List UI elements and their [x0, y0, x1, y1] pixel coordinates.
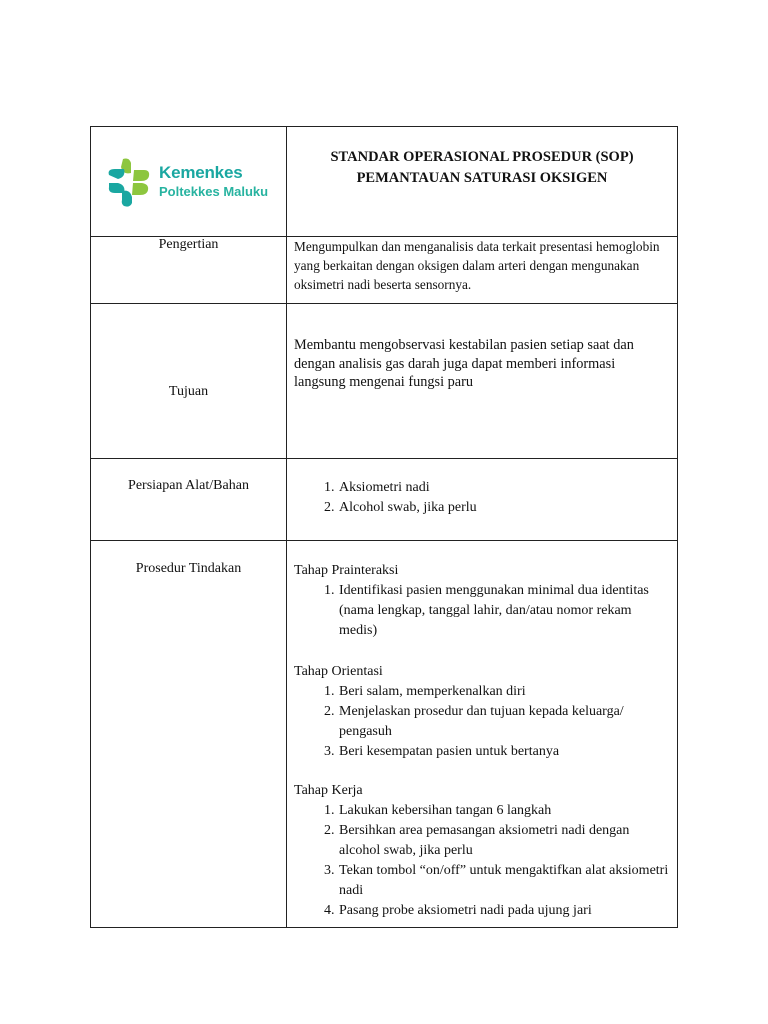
stage-title: Tahap Orientasi — [294, 664, 383, 679]
label-text: Pengertian — [158, 237, 219, 252]
list-item: 3. Tekan tombol “on/off” untuk mengaktifkan alat aksiometri nadi — [338, 861, 670, 901]
title-cell — [287, 127, 678, 237]
list-item: 1. Lakukan kebersihan tangan 6 langkah — [338, 801, 670, 821]
content-tujuan — [287, 304, 678, 459]
header-row — [91, 127, 678, 237]
list-item: 2. Bersihkan area pemasangan aksiometri nadi dengan alcohol swab, jika perlu — [338, 821, 670, 861]
label-text: Prosedur Tindakan — [135, 561, 242, 576]
row-pengertian — [91, 237, 678, 304]
label-tujuan — [91, 304, 287, 459]
logo-cell — [91, 127, 287, 237]
label-prosedur — [91, 541, 287, 928]
tujuan-text: Membantu mengobservasi kestabilan pasien setiap saat dan dengan analisis gas darah juga dapat memberi informasi langsung mengenai fungsi paru — [294, 337, 634, 390]
title-line2: PEMANTAUAN SATURASI OKSIGEN — [356, 170, 608, 186]
content-persiapan — [287, 459, 678, 541]
list-item: 2. Alcohol swab, jika perlu — [338, 498, 670, 518]
list-item: 1. Aksiometri nadi — [338, 478, 670, 498]
stage-list — [294, 581, 670, 641]
persiapan-list — [294, 478, 670, 518]
row-persiapan — [91, 459, 678, 541]
list-item: 3. Beri kesempatan pasien untuk bertanya — [338, 742, 670, 762]
stage-list — [294, 682, 670, 762]
label-pengertian — [91, 237, 287, 304]
stage-title: Tahap Prainteraksi — [294, 563, 399, 578]
logo-subname: Poltekkes Maluku — [159, 183, 269, 199]
kemenkes-logo-icon — [107, 157, 151, 207]
label-persiapan — [91, 459, 287, 541]
logo — [91, 127, 286, 236]
stage-list — [294, 801, 670, 921]
stage-title: Tahap Kerja — [294, 783, 363, 798]
label-text: Persiapan Alat/Bahan — [128, 478, 249, 493]
row-tujuan — [91, 304, 678, 459]
content-prosedur — [287, 541, 678, 928]
list-item: 2. Menjelaskan prosedur dan tujuan kepada keluarga/ pengasuh — [338, 702, 670, 742]
list-item: 4. Pasang probe aksiometri nadi pada ujung jari — [338, 901, 670, 921]
pengertian-text: Mengumpulkan dan menganalisis data terkait presentasi hemoglobin yang berkaitan dengan oksigen dalam arteri dengan mengunakan oksimetri nadi beserta sensornya. — [294, 239, 660, 292]
logo-name: Kemenkes — [159, 162, 243, 182]
list-item: 1. Beri salam, memperkenalkan diri — [338, 682, 670, 702]
content-pengertian — [287, 237, 678, 304]
row-prosedur — [91, 541, 678, 928]
label-text: Tujuan — [168, 384, 209, 399]
sop-table — [90, 126, 678, 928]
title-line1: STANDAR OPERASIONAL PROSEDUR (SOP) — [330, 149, 634, 165]
list-item: 1. Identifikasi pasien menggunakan minimal dua identitas (nama lengkap, tanggal lahir, dan/atau nomor rekam medis) — [338, 581, 670, 641]
